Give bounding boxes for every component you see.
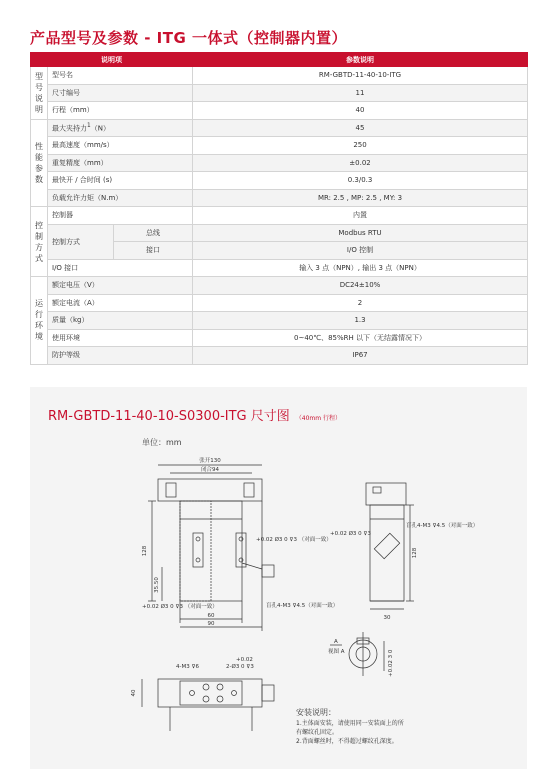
sub-label: 接口 <box>114 242 193 260</box>
dim-side128: 128 <box>412 547 418 559</box>
row-label: 重复精度（mm） <box>48 154 193 172</box>
note-bottom-thread: 4-M3 ⊽6 <box>176 664 200 670</box>
dim-closed: 闭合94 <box>201 467 219 473</box>
row-label: I/O 接口 <box>48 259 193 277</box>
group-env: 运 行 环 境 <box>31 277 48 365</box>
row-value: 40 <box>193 102 528 120</box>
row-label: 最快开 / 合时间 (s) <box>48 172 193 190</box>
note-pin-front: +0.02 Ø3 0 ⊽3 （对面一致） <box>256 537 332 543</box>
row-label: 控制方式 <box>48 224 114 259</box>
row-label: 防护等级 <box>48 347 193 365</box>
row-value: 45 <box>193 119 528 137</box>
dim-open: 张开130 <box>199 458 221 464</box>
dimension-drawing <box>30 387 527 769</box>
dim-35: 35.50 <box>154 577 160 593</box>
note-bottom-pin: 2-Ø3 0 ⊽3 <box>226 664 254 670</box>
detail-view-label: 视图 A <box>328 649 345 655</box>
group-perf: 性 能 参 数 <box>31 119 48 207</box>
note-thread-front: 盲孔4-M3 ⊽4.5（对面一致） <box>266 603 339 609</box>
page-title: 产品型号及参数 - ITG 一体式（控制器内置） <box>30 29 348 47</box>
row-value: DC24±10% <box>193 277 528 295</box>
row-value: 输入 3 点（NPN）, 输出 3 点（NPN） <box>193 259 528 277</box>
row-label: 行程（mm） <box>48 102 193 120</box>
row-label: 额定电压（V） <box>48 277 193 295</box>
row-value: 2 <box>193 294 528 312</box>
row-label: 尺寸编号 <box>48 84 193 102</box>
row-label: 最高速度（mm/s） <box>48 137 193 155</box>
note-pin-side: +0.02 Ø3 0 ⊽3 <box>330 531 371 537</box>
row-label: 负载允许力矩（N.m） <box>48 189 193 207</box>
dim-90: 90 <box>207 621 215 627</box>
side-view <box>366 483 414 609</box>
detail-dim: +0.02 3 0 <box>388 649 394 677</box>
row-label: 额定电流（A） <box>48 294 193 312</box>
dim-128: 128 <box>142 545 148 557</box>
row-value: 内置 <box>193 207 528 225</box>
detail-letter: A <box>334 639 338 645</box>
row-value: 1.3 <box>193 312 528 330</box>
group-control: 控 制 方 式 <box>31 207 48 277</box>
row-label: 最大夹持力$^1$（N） <box>48 119 193 137</box>
sub-label: 总线 <box>114 224 193 242</box>
dim-side30: 30 <box>383 615 391 621</box>
row-value: 0~40℃、85%RH 以下（无结露情况下） <box>193 329 528 347</box>
install-notes: 安装说明： 1.主体面安装，请使用同一安装面上的所 有螺纹孔固定。 2.背面螺丝时，不得超过螺纹孔深度。 <box>296 708 404 745</box>
row-label: 控制器 <box>48 207 193 225</box>
row-value: I/O 控制 <box>193 242 528 260</box>
row-value: 250 <box>193 137 528 155</box>
row-value: Modbus RTU <box>193 224 528 242</box>
group-model: 型 号 说 明 <box>31 67 48 120</box>
drawing-title: RM-GBTD-11-40-10-S0300-ITG 尺寸图 （40mm 行程） <box>48 409 341 424</box>
row-label: 型号名 <box>48 67 193 85</box>
row-value: MR: 2.5 , MP: 2.5 , MY: 3 <box>193 189 528 207</box>
header-desc: 参数说明 <box>193 53 528 67</box>
drawing-units: 单位：mm <box>142 438 182 447</box>
dim-40: 40 <box>131 689 137 697</box>
spec-table <box>30 52 528 365</box>
row-label: 质量（kg） <box>48 312 193 330</box>
note-bottom-tol: +0.02 <box>236 657 253 663</box>
note-pin-left: +0.02 Ø3 0 ⊽3 （对面一致） <box>142 604 218 610</box>
row-label: 使用环境 <box>48 329 193 347</box>
row-value: 11 <box>193 84 528 102</box>
row-value: IP67 <box>193 347 528 365</box>
bottom-view <box>142 679 274 731</box>
row-value: RM-GBTD-11-40-10-ITG <box>193 67 528 85</box>
row-value: 0.3/0.3 <box>193 172 528 190</box>
note-thread-side: 盲孔4-M3 ⊽4.5（对面一致） <box>406 523 479 529</box>
drawing-svg <box>30 387 527 769</box>
dim-60: 60 <box>207 613 215 619</box>
row-value: ±0.02 <box>193 154 528 172</box>
header-item: 说明项 <box>31 53 193 67</box>
